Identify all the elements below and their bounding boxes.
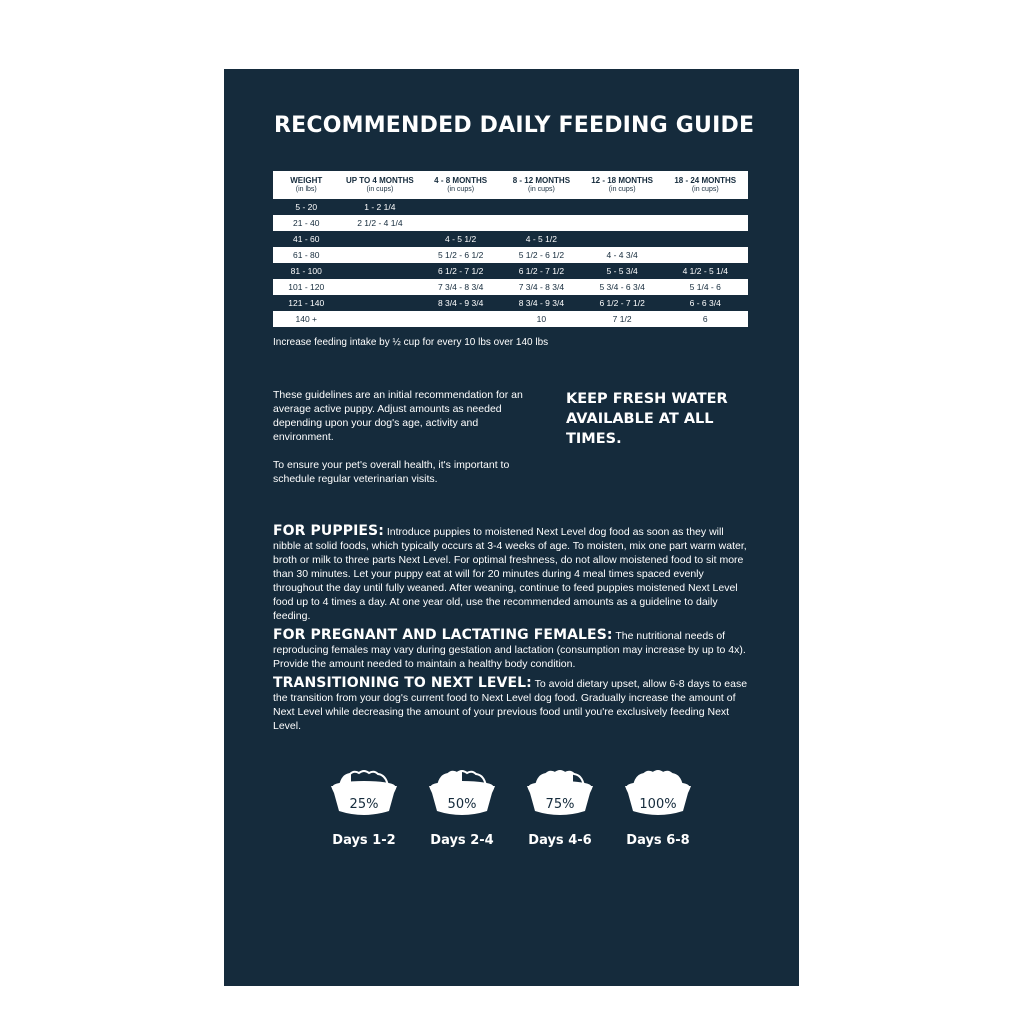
bowl-percent: 75% <box>545 797 575 812</box>
fresh-water-callout: KEEP FRESH WATER AVAILABLE AT ALL TIMES. <box>566 391 728 447</box>
table-cell: 5 1/2 - 6 1/2 <box>420 247 501 263</box>
table-cell <box>501 215 582 231</box>
guidelines-text <box>273 388 523 500</box>
table-cell: 8 3/4 - 9 3/4 <box>501 295 582 311</box>
table-cell: 4 - 5 1/2 <box>420 231 501 247</box>
table-cell <box>663 215 749 231</box>
bowl-percent: 25% <box>349 797 379 812</box>
table-cell <box>340 247 421 263</box>
table-cell: 6 1/2 - 7 1/2 <box>501 263 582 279</box>
table-cell <box>340 279 421 295</box>
header-up-to-4-months: UP TO 4 MONTHS (in cups) <box>340 171 421 199</box>
table-cell: 5 - 20 <box>273 199 340 215</box>
bowl-step <box>324 769 404 848</box>
table-cell: 41 - 60 <box>273 231 340 247</box>
pregnant-text: The nutritional needs of reproducing females may vary during gestation and lactation (consumption may increase by up to 4x). Provide the amount needed to maintain a healthy body condition. <box>273 630 746 670</box>
table-cell: 2 1/2 - 4 1/4 <box>340 215 421 231</box>
table-cell <box>582 215 663 231</box>
increase-intake-note: Increase feeding intake by ½ cup for every 10 lbs over 140 lbs <box>273 337 549 348</box>
table-cell: 5 1/4 - 6 <box>663 279 749 295</box>
table-cell: 4 1/2 - 5 1/4 <box>663 263 749 279</box>
puppies-text: Introduce puppies to moistened Next Level dog food as soon as they will nibble at solid foods, which typically occurs at 3-4 weeks of age. To moisten, mix one part warm water, broth or milk to three parts Next Level. For optimal freshness, do not allow moistened food to sit more than 30 minutes. Let your puppy eat at will for 20 minutes during 4 meal times spaced evenly throughout the day until fully weaned. After weaning, continue to feed puppies moistened Next Level food up to 4 times a day. At one year old, use the recommended amounts as a guideline to daily feeding. <box>273 526 747 622</box>
table-cell: 6 <box>663 311 749 327</box>
puppies-section <box>273 524 753 623</box>
table-cell <box>340 263 421 279</box>
table-row <box>273 279 748 295</box>
bowl-days: Days 2-4 <box>430 833 494 848</box>
transition-section <box>273 676 753 733</box>
transition-bowls <box>324 769 704 859</box>
header-18-24-months: 18 - 24 MONTHS (in cups) <box>663 171 749 199</box>
table-cell <box>663 199 749 215</box>
feeding-instructions <box>273 524 753 738</box>
table-cell <box>582 231 663 247</box>
table-row <box>273 199 748 215</box>
table-cell <box>340 311 421 327</box>
header-8-12-months: 8 - 12 MONTHS (in cups) <box>501 171 582 199</box>
table-cell: 61 - 80 <box>273 247 340 263</box>
page-title: RECOMMENDED DAILY FEEDING GUIDE <box>274 113 755 138</box>
table-cell: 140 + <box>273 311 340 327</box>
table-cell: 7 3/4 - 8 3/4 <box>501 279 582 295</box>
table-row <box>273 247 748 263</box>
header-weight: WEIGHT (in lbs) <box>273 171 340 199</box>
table-cell: 6 1/2 - 7 1/2 <box>582 295 663 311</box>
transition-heading: TRANSITIONING TO NEXT LEVEL: <box>273 675 532 691</box>
table-cell <box>420 215 501 231</box>
bowl-step <box>422 769 502 848</box>
table-cell: 6 - 6 3/4 <box>663 295 749 311</box>
table-row <box>273 231 748 247</box>
table-row <box>273 215 748 231</box>
bowl-days: Days 1-2 <box>332 833 396 848</box>
table-cell: 4 - 4 3/4 <box>582 247 663 263</box>
table-cell <box>663 231 749 247</box>
table-cell <box>501 199 582 215</box>
pregnant-section <box>273 628 753 671</box>
table-cell: 7 1/2 <box>582 311 663 327</box>
table-cell: 4 - 5 1/2 <box>501 231 582 247</box>
bowl-step <box>520 769 600 848</box>
table-cell: 101 - 120 <box>273 279 340 295</box>
table-cell: 5 1/2 - 6 1/2 <box>501 247 582 263</box>
table-cell <box>663 247 749 263</box>
table-row <box>273 263 748 279</box>
table-cell: 8 3/4 - 9 3/4 <box>420 295 501 311</box>
table-row <box>273 295 748 311</box>
feeding-table <box>273 171 748 327</box>
table-cell: 1 - 2 1/4 <box>340 199 421 215</box>
table-row <box>273 311 748 327</box>
bowl-percent: 100% <box>639 797 677 812</box>
bowl-percent: 50% <box>447 797 477 812</box>
table-cell: 10 <box>501 311 582 327</box>
table-cell <box>340 295 421 311</box>
table-cell: 5 3/4 - 6 3/4 <box>582 279 663 295</box>
puppies-heading: FOR PUPPIES: <box>273 523 384 539</box>
table-cell: 7 3/4 - 8 3/4 <box>420 279 501 295</box>
vet-visit-paragraph: To ensure your pet's overall health, it's important to schedule regular veterinarian visits. <box>273 459 510 485</box>
table-cell <box>340 231 421 247</box>
table-cell: 6 1/2 - 7 1/2 <box>420 263 501 279</box>
table-cell: 121 - 140 <box>273 295 340 311</box>
table-cell: 21 - 40 <box>273 215 340 231</box>
feeding-guide-panel <box>224 69 799 986</box>
pregnant-heading: FOR PREGNANT AND LACTATING FEMALES: <box>273 627 613 643</box>
table-cell <box>420 199 501 215</box>
bowl-step <box>618 769 698 848</box>
bowl-days: Days 6-8 <box>626 833 690 848</box>
header-4-8-months: 4 - 8 MONTHS (in cups) <box>420 171 501 199</box>
bowl-days: Days 4-6 <box>528 833 592 848</box>
table-cell <box>420 311 501 327</box>
table-cell: 5 - 5 3/4 <box>582 263 663 279</box>
header-12-18-months: 12 - 18 MONTHS (in cups) <box>582 171 663 199</box>
table-header-row <box>273 171 748 199</box>
guidelines-paragraph: These guidelines are an initial recommendation for an average active puppy. Adjust amounts as needed depending upon your dog's age, activity and environment. <box>273 389 523 443</box>
transition-text: To avoid dietary upset, allow 6-8 days to ease the transition from your dog's current food to Next Level dog food. Gradually increase the amount of Next Level while decreasing the amount of your previous food until you're exclusively feeding Next Level. <box>273 678 748 732</box>
table-cell <box>582 199 663 215</box>
table-cell: 81 - 100 <box>273 263 340 279</box>
